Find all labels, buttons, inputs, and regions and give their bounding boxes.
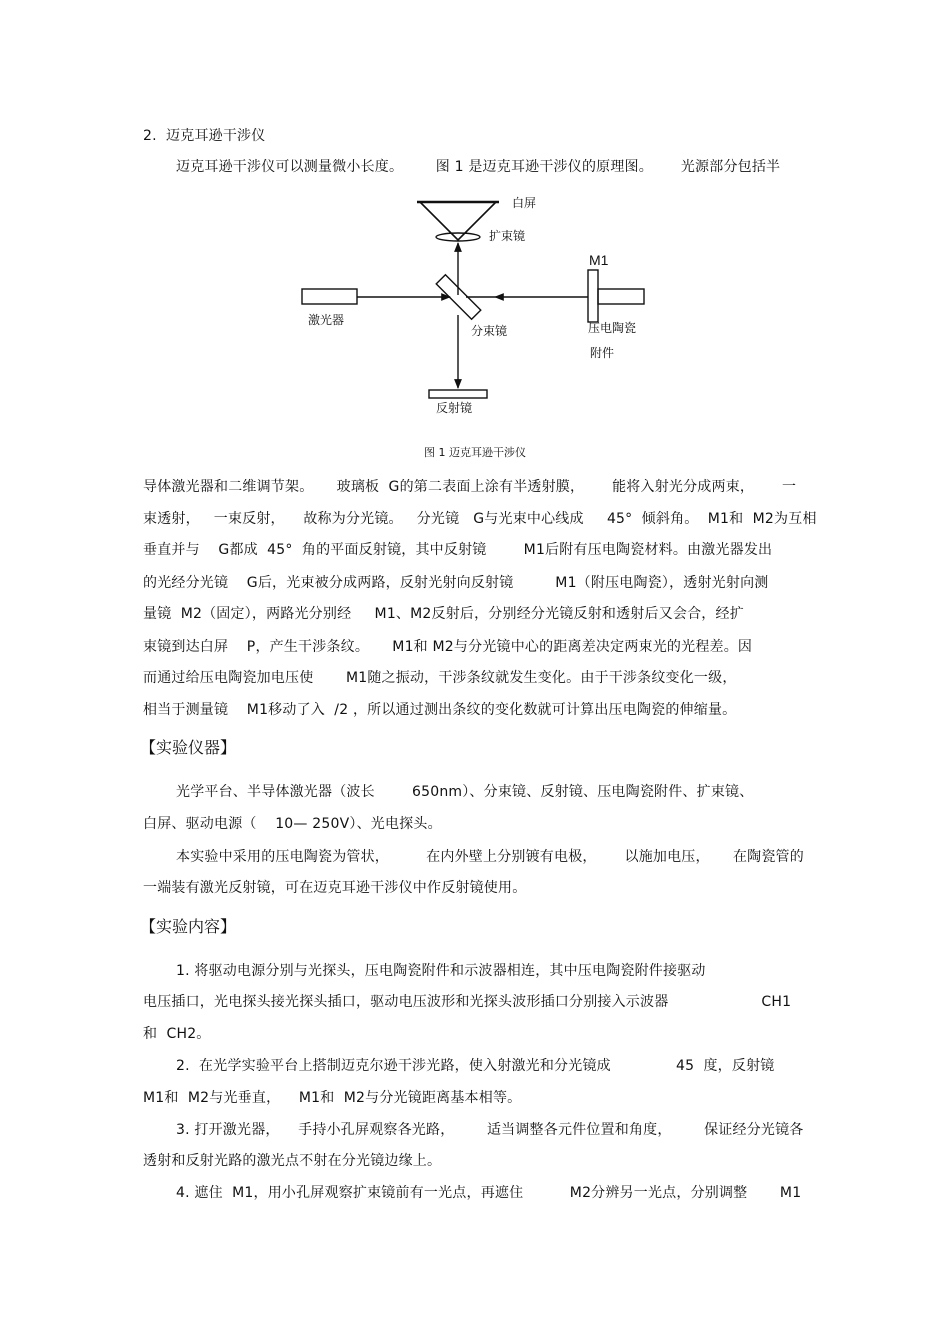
paragraph-line: 而通过给压电陶瓷加电压使 M1随之振动，干涉条纹就发生变化。由于干涉条纹变化一级， — [143, 670, 737, 686]
instruments-heading: 【实验仪器】 — [140, 738, 237, 757]
label-piezo-1: 压电陶瓷 — [588, 321, 637, 335]
laser-body — [302, 289, 357, 304]
label-splitter: 分束镜 — [471, 324, 508, 338]
content-line: M1和 M2与光垂直， M1和 M2与分光镜距离基本相等。 — [143, 1090, 522, 1106]
paragraph-line: 相当于测量镜 M1移动了入 /2 ，所以通过测出条纹的变化数就可计算出压电陶瓷的伸缩量。 — [143, 702, 737, 718]
m1-mirror — [588, 270, 598, 322]
intro-line: 迈克耳逊干涉仪可以测量微小长度。 图 1 是迈克耳逊干涉仪的原理图。 光源部分包括半 — [176, 159, 781, 175]
paragraph-line: 束镜到达白屏 P，产生干涉条纹。 M1和 M2与分光镜中心的距离差决定两束光的光程差。因 — [143, 639, 753, 655]
instruments-line: 一端装有激光反射镜，可在迈克耳逊干涉仪中作反射镜使用。 — [143, 880, 527, 896]
figure-caption: 图 1 迈克耳逊干涉仪 — [424, 446, 526, 459]
label-laser: 激光器 — [308, 313, 345, 327]
paragraph-line: 导体激光器和二维调节架。 玻璃板 G的第二表面上涂有半透射膜， 能将入射光分成两束， 一 — [143, 479, 797, 495]
piezo-attachment — [598, 289, 644, 304]
section-title: 2. 迈克耳逊干涉仪 — [143, 128, 266, 144]
paragraph-line: 量镜 M2（固定），两路光分别经 M1、M2反射后，分别经分光镜反射和透射后又会合，经扩 — [143, 606, 744, 622]
paragraph-line: 垂直并与 G都成 45° 角的平面反射镜，其中反射镜 M1后附有压电陶瓷材料。由激光器发出 — [143, 542, 773, 558]
content-line: 2. 在光学实验平台上搭制迈克尔逊干涉光路，使入射激光和分光镜成 45 度，反射镜 — [176, 1058, 775, 1074]
content-line: 1. 将驱动电源分别与光探头，压电陶瓷附件和示波器相连，其中压电陶瓷附件接驱动 — [176, 963, 706, 979]
label-expander: 扩束镜 — [489, 229, 526, 243]
content-line: 和 CH2。 — [143, 1026, 211, 1042]
reflector-mirror — [429, 390, 487, 398]
content-line: 3. 打开激光器， 手持小孔屏观察各光路， 适当调整各元件位置和角度， 保证经分光镜各 — [176, 1122, 804, 1138]
instruments-line: 光学平台、半导体激光器（波长 650nm）、分束镜、反射镜、压电陶瓷附件、扩束镜、 — [176, 784, 754, 800]
label-piezo-2: 附件 — [590, 346, 615, 360]
michelson-diagram — [290, 190, 670, 425]
screen-triangle — [420, 202, 496, 240]
content-line: 电压插口，光电探头接光探头插口，驱动电压波形和光探头波形插口分别接入示波器 CH1 — [143, 994, 792, 1010]
instruments-line: 白屏、驱动电源（ 10— 250V）、光电探头。 — [143, 816, 442, 832]
paragraph-line: 束透射， 一束反射， 故称为分光镜。 分光镜 G与光束中心线成 45° 倾斜角。 M1和 M2为互相 — [143, 511, 817, 527]
paragraph-line: 的光经分光镜 G后，光束被分成两路，反射光射向反射镜 M1（附压电陶瓷），透射光射向测 — [143, 575, 769, 591]
content-line: 透射和反射光路的激光点不射在分光镜边缘上。 — [143, 1153, 442, 1169]
instruments-line: 本实验中采用的压电陶瓷为管状， 在内外壁上分别镀有电极， 以施加电压， 在陶瓷管的 — [176, 849, 804, 865]
label-m1: M1 — [589, 252, 609, 268]
content-heading: 【实验内容】 — [140, 917, 237, 936]
label-screen: 白屏 — [512, 196, 537, 210]
content-line: 4. 遮住 M1，用小孔屏观察扩束镜前有一光点，再遮住 M2分辨另一光点，分别调整 M1 — [176, 1185, 802, 1201]
label-reflector: 反射镜 — [436, 401, 473, 415]
